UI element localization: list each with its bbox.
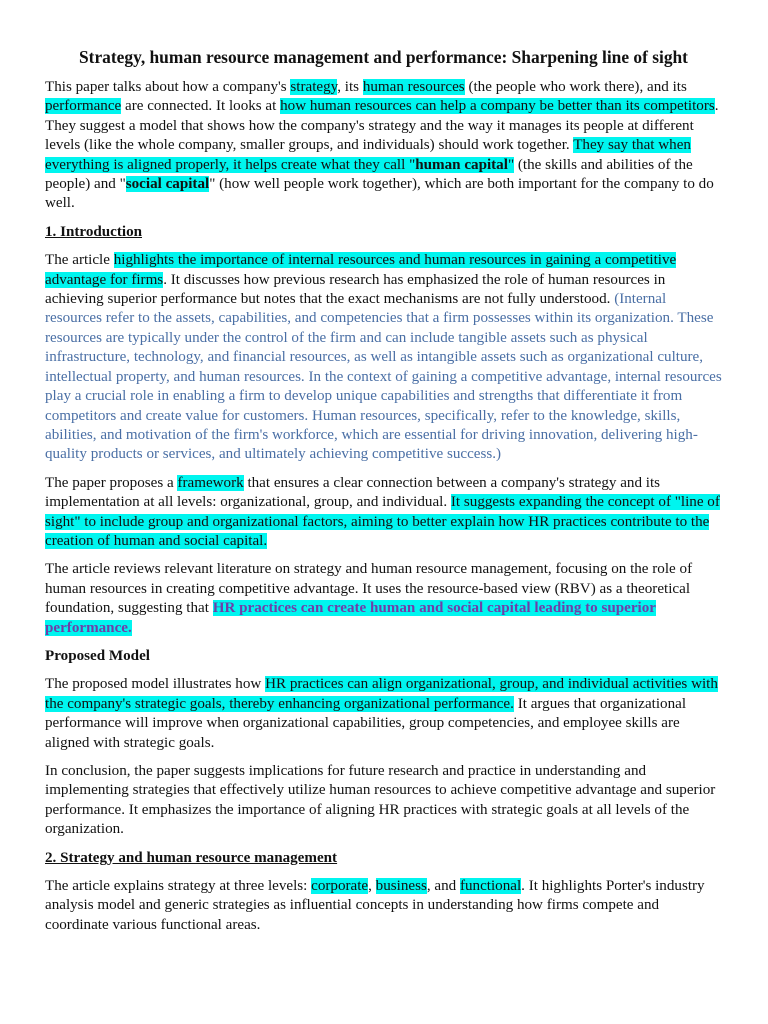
- text-run: " (how well people work together), which are both important for the company to do well.: [45, 176, 714, 212]
- text-run: (the skills and abilities of the people) and ": [45, 156, 693, 193]
- text-run: 2. Strategy and human resource management: [45, 849, 338, 866]
- text-run: (the people who work there), and its: [464, 79, 687, 95]
- highlighted-text: strategy: [290, 79, 338, 95]
- paragraph: [45, 78, 722, 214]
- text-run: This paper talks about how a company's: [45, 79, 291, 95]
- document-title: Strategy, human resource management and performance: Sharpening line of sight: [79, 47, 688, 67]
- highlighted-text: It suggests expanding the concept of "line of sight" to include group and organizational factors, aiming to better explain how HR practices contribute to the creation of human and social capital.: [45, 494, 720, 549]
- paragraph: [45, 762, 722, 840]
- text-run: The paper proposes a: [45, 474, 178, 491]
- section-heading: [45, 223, 722, 242]
- highlighted-text: human capital: [415, 156, 508, 173]
- highlighted-text: social capital: [125, 176, 210, 193]
- text-run: (Internal resources refer to the assets, capabilities, and competencies that a firm possesses within its organization. These resources are typically under the control of the firm and can include tangible assets such as physical infrastructure, technology, and financial resources, as well as intangible assets such as organizational culture, intellectual property, and human resources. In the context of gaining a competitive advantage, internal resources play a crucial role in enabling a firm to develop unique capabilities and strengths that differentiate it from competitors and create value for customers. Human resources, specifically, refer to the knowledge, skills, abilities, and motivation of the firm's workforce, which are essential for driving innovation, delivering high-quality products or services, and ultimately achieving competitive success.): [45, 291, 722, 463]
- text-run: The article reviews relevant literature on strategy and human resource management, focusing on the role of human resources in creating competitive advantage. It uses the resource-based view (RBV) as a theoretical foundation, suggesting that: [45, 561, 693, 617]
- text-run: , its: [337, 79, 363, 95]
- text-run: In conclusion, the paper suggests implications for future research and practice in understanding and implementing strategies that effectively utilize human resources to achieve competitive advantage and superior performance. It emphasizes the importance of aligning HR practices with strategic goals at all levels of the organization.: [45, 763, 716, 838]
- text-run: are connected. It looks at: [121, 98, 281, 115]
- subsection-heading: [45, 647, 722, 666]
- paragraph: [45, 877, 722, 935]
- text-run: ,: [368, 878, 376, 895]
- text-run: It argues that organizational performance will improve when organizational capabilities, group competencies, and employee skills are aligned with strategic goals.: [45, 695, 687, 751]
- text-run: The article explains strategy at three levels:: [45, 878, 312, 895]
- text-run: . It highlights Porter's industry analysis model and generic strategies as influential concepts in understanding how firms compete and coordinate various functional areas.: [45, 878, 705, 933]
- highlighted-text: business: [375, 878, 427, 895]
- paragraph: [45, 560, 722, 638]
- highlighted-text: how human resources can help a company be better than its competitors: [280, 98, 715, 115]
- highlighted-text: framework: [177, 474, 244, 491]
- section-heading: [45, 849, 722, 868]
- text-run: . They suggest a model that shows how the company's strategy and the way it manages its people at different levels (like the whole company, smaller groups, and individuals) should work together.: [45, 98, 719, 154]
- highlighted-text: corporate: [311, 878, 369, 895]
- highlighted-text: They say that when everything is aligned properly, it helps create what they call ": [45, 137, 691, 173]
- text-run: . It discusses how previous research has emphasized the role of human resources in achieving superior performance but notes that the exact mechanisms are not fully understood.: [45, 271, 666, 308]
- text-run: 1. Introduction: [45, 223, 143, 240]
- text-run: , and: [426, 878, 460, 895]
- highlighted-text: functional: [459, 878, 522, 895]
- paragraph: [45, 675, 722, 753]
- highlighted-text: HR practices can align organizational, group, and individual activities with the company's strategic goals, thereby enhancing organizational performance.: [45, 676, 718, 712]
- text-run: that ensures a clear connection between a company's strategy and its implementation at all levels: organizational, group, and individual.: [45, 474, 661, 511]
- document-body: [45, 78, 722, 935]
- highlighted-text: HR practices can create human and social capital leading to superior performance.: [45, 600, 656, 636]
- highlighted-text: human resources: [362, 79, 465, 95]
- text-run: The proposed model illustrates how: [45, 676, 266, 693]
- paragraph: [45, 474, 722, 552]
- highlighted-text: performance: [45, 98, 122, 115]
- text-run: The article: [45, 252, 114, 269]
- paragraph: [45, 251, 722, 464]
- text-run: Proposed Model: [45, 647, 150, 664]
- highlighted-text: ": [507, 156, 515, 173]
- highlighted-text: highlights the importance of internal resources and human resources in gaining a competitive advantage for firms: [45, 252, 677, 288]
